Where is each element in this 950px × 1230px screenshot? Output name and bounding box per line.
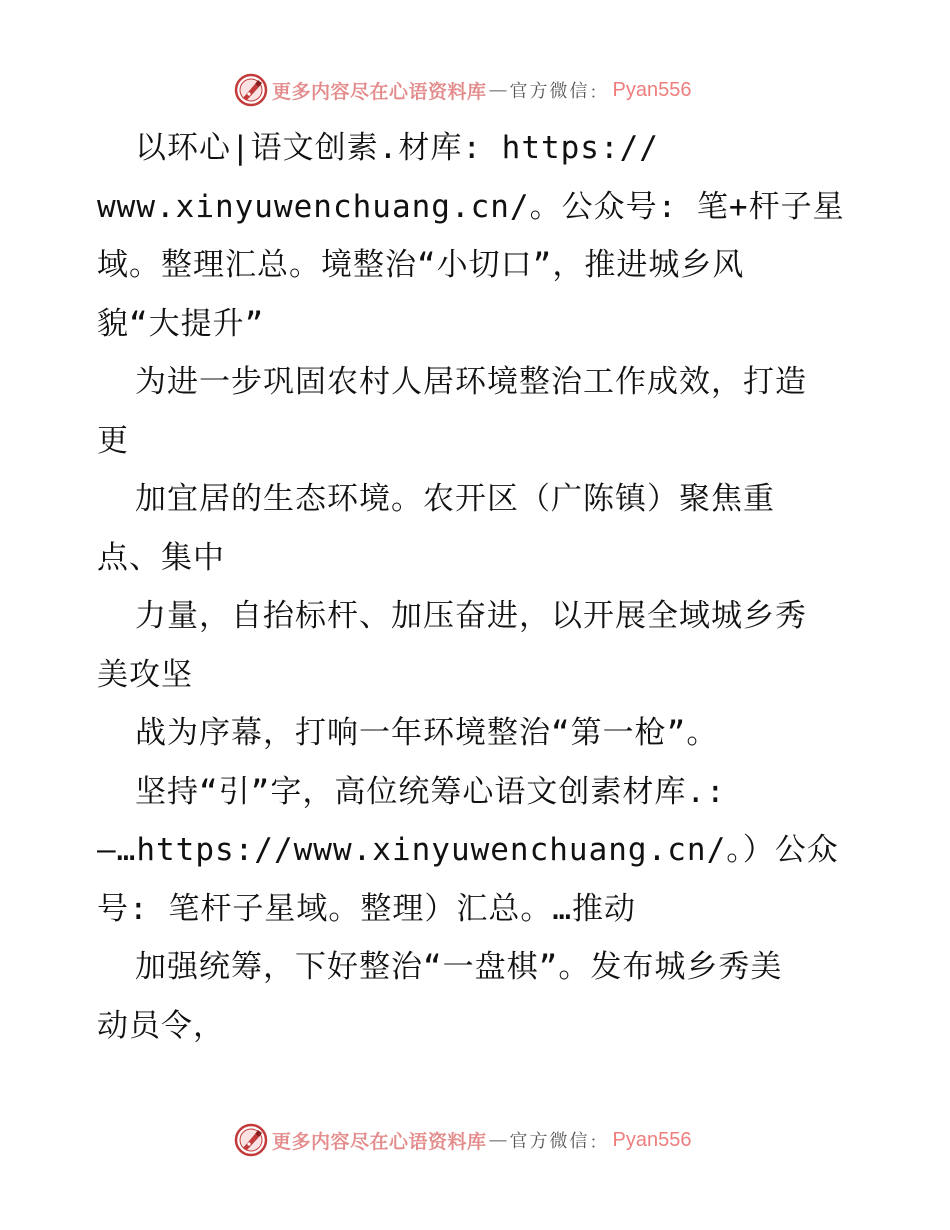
- document-body: [97, 124, 857, 1060]
- body-line: 号: 笔杆子星域。整理）汇总。…推动: [97, 890, 636, 927]
- banner-wechat-id: Pyan556: [612, 1128, 692, 1151]
- body-line: —…https://www.xinyuwenchuang.cn/。）公众: [97, 832, 839, 868]
- banner-colon: ：: [589, 1132, 607, 1153]
- banner-wechat-id: Pyan556: [612, 78, 692, 101]
- body-line: 战为序幕，打响一年环境整治“第一枪”。: [135, 715, 719, 751]
- header-banner: [234, 72, 691, 108]
- pen-nib-logo-icon: [234, 1123, 268, 1157]
- banner-subtitle: 官方微信: [509, 1131, 590, 1152]
- body-line: 以环心|语文创素.材库: https://: [135, 130, 659, 166]
- body-line: 美攻坚: [97, 656, 193, 693]
- banner-separator: —: [488, 79, 508, 101]
- footer-banner: [234, 1122, 691, 1158]
- body-line: 力量，自抬标杆、加压奋进，以开展全域城乡秀: [135, 598, 807, 634]
- body-line: 点、集中: [97, 539, 225, 576]
- body-line: 动员令，: [97, 1007, 225, 1044]
- banner-separator: —: [488, 1129, 508, 1151]
- body-line: 为进一步巩固农村人居环境整治工作成效，打造: [135, 364, 807, 400]
- body-line: 加强统筹，下好整治“一盘棋”。发布城乡秀美: [135, 949, 783, 985]
- pen-nib-logo-icon: [234, 73, 268, 107]
- banner-colon: ：: [589, 82, 607, 103]
- body-line: 更: [97, 422, 129, 459]
- banner-subtitle: 官方微信: [509, 81, 590, 102]
- body-line: www.xinyuwenchuang.cn/。公众号: 笔+杆子星: [97, 188, 845, 225]
- body-line: 坚持“引”字，高位统筹心语文创素材库.:: [135, 773, 726, 810]
- banner-title: 更多内容尽在心语资料库: [272, 80, 487, 103]
- body-line: 加宜居的生态环境。农开区（广陈镇）聚焦重: [135, 481, 775, 517]
- banner-title: 更多内容尽在心语资料库: [272, 1130, 487, 1153]
- body-line: 貌“大提升”: [97, 305, 265, 342]
- body-line: 域。整理汇总。境整治“小切口”，推进城乡风: [97, 247, 745, 283]
